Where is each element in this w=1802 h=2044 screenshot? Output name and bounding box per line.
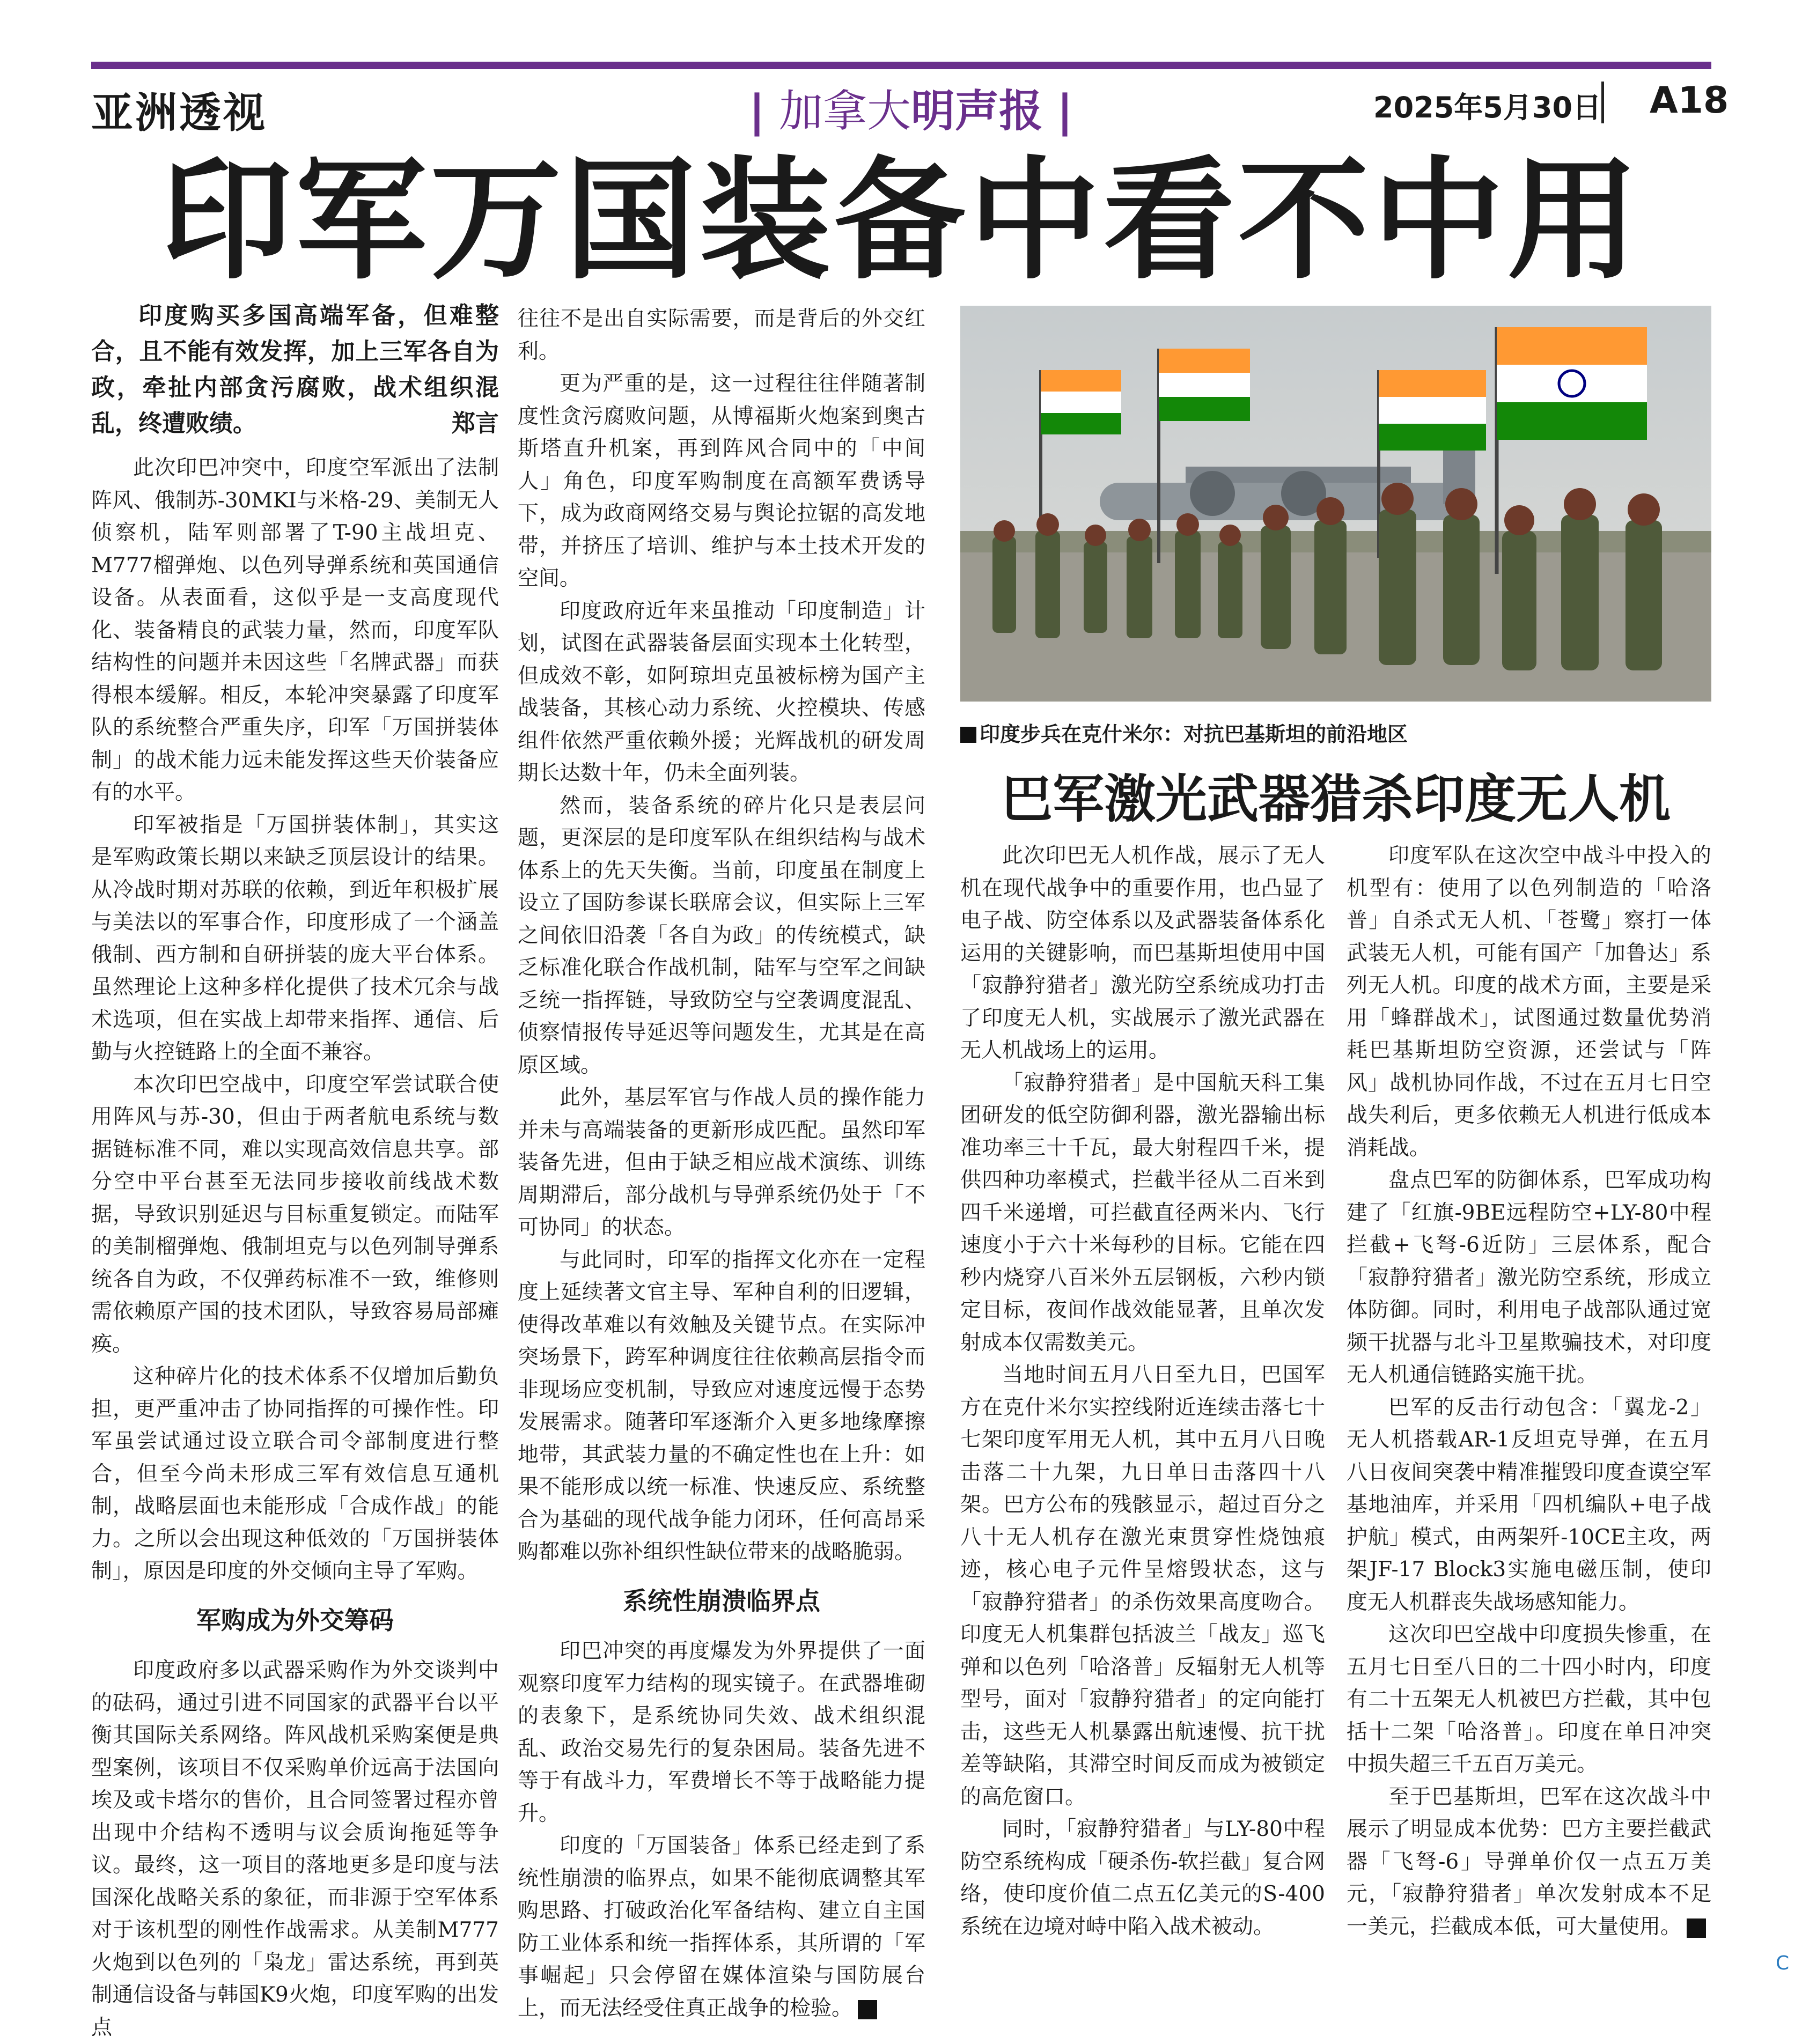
- photo-caption: [960, 718, 1408, 747]
- paragraph: 本次印巴空战中，印度空军尝试联合使用阵风与苏-30，但由于两者航电系统与数据链标准不同，难以实现高效信息共享。部分空中平台甚至无法同步接收前线战术数据，导致识别延迟与目标重复锁定。而陆军的美制榴弹炮、俄制坦克与以色列制导弹系统各自为政，不仅弹药标准不一致，维修则需依赖原产国的技术团队，导致容易局部瘫痪。: [91, 1072, 499, 1356]
- article-column-3: [960, 840, 1325, 1943]
- flag-saffron-stripe: [1041, 370, 1121, 392]
- caption-text: 印度步兵在克什米尔：对抗巴基斯坦的前沿地区: [980, 722, 1408, 746]
- paragraph: 与此同时，印军的指挥文化亦在一定程度上延续著文官主导、军种自利的旧逻辑，使得改革难以有效触及关键节点。在实际冲突场景下，跨军种调度往往依赖高层指令而非现场应变机制，导致应对速度远慢于态势发展需求。随著印军逐渐介入更多地缘摩擦地带，其武装力量的不确定性也在上升：如果不能形成以统一标准、快速反应、系统整合为基础的现代战争能力闭环，任何高昂采购都难以弥补组织性缺位带来的战略脆弱。: [518, 1248, 925, 1564]
- caption-marker: [960, 727, 976, 743]
- paragraph: 巴军的反击行动包含：「翼龙-2」无人机搭载AR-1反坦克导弹，在五月八日夜间突袭中精准摧毁印度查谟空军基地油库，并采用「四机编队+电子战护航」模式，由两架歼-10CE主攻，两架JF-17 Block3实施电磁压制，使印度无人机群丧失战场感知能力。: [1347, 1395, 1711, 1614]
- paragraph: 这次印巴空战中印度损失惨重，在五月七日至八日的二十四小时内，印度有二十五架无人机被巴方拦截，其中包括十二架「哈洛普」。印度在单日冲突中损失超三千五百万美元。: [1347, 1622, 1711, 1776]
- paragraph: 往往不是出自实际需要，而是背后的外交红利。: [518, 307, 925, 364]
- paragraph: 更为严重的是，这一过程往往伴随著制度性贪污腐败问题，从博福斯火炮案到奥古斯塔直升机案，再到阵风合同中的「中间人」角色，印度军购制度在高额军费诱导下，成为政商网络交易与舆论拉锯的高发地带，并挤压了培训、维护与本土技术开发的空间。: [518, 372, 925, 591]
- paragraph: 当地时间五月八日至九日，巴国军方在克什米尔实控线附近连续击落七十七架印度军用无人机，其中五月八日晚击落二十九架，九日单日击落四十八架。巴方公布的残骸显示，超过百分之八十无人机存在激光束贯穿性烧蚀痕迹，核心电子元件呈熔毁状态，这与「寂静狩猎者」的杀伤效果高度吻合。印度无人机集群包括波兰「战友」巡飞弹和以色列「哈洛普」反辐射无人机等型号，面对「寂静狩猎者」的定向能打击，这些无人机暴露出航速慢、抗干扰差等缺陷，其滞空时间反而成为被锁定的高危窗口。: [960, 1363, 1325, 1809]
- paragraph: 此次印巴无人机作战，展示了无人机在现代战争中的重要作用，也凸显了电子战、防空体系以及武器装备体系化运用的关键影响，而巴基斯坦使用中国「寂静狩猎者」激光防空系统成功打击了印度无人机，实战展示了激光武器在无人机战场上的运用。: [960, 844, 1325, 1062]
- main-headline: 印军万国装备中看不中用: [160, 144, 1642, 297]
- subheading: 系统性崩溃临界点: [623, 1586, 820, 1615]
- paragraph: 盘点巴军的防御体系，巴军成功构建了「红旗-9BE远程防空+LY-80中程拦截+飞弩-6近防」三层体系，配合「寂静狩猎者」激光防空系统，形成立体防御。同时，利用电子战部队通过宽频干扰器与北斗卫星欺骗技术，对印度无人机通信链路实施干扰。: [1347, 1168, 1711, 1387]
- paragraph: 此次印巴冲突中，印度空军派出了法制阵风、俄制苏-30MKI与米格-29、美制无人侦察机，陆军则部署了T-90主战坦克、M777榴弹炮、以色列导弹系统和英国通信设备。从表面看，这似乎是一支高度现代化、装备精良的武装力量，然而，印度军队结构性的问题并未因这些「名牌武器」而获得根本缓解。相反，本轮冲突暴露了印度军队的系统整合严重失序，印军「万国拼装体制」的战术能力远未能发挥这些天价装备应有的水平。: [91, 456, 499, 805]
- paragraph: 印度军队在这次空中战斗中投入的机型有：使用了以色列制造的「哈洛普」自杀式无人机、「苍鹭」察打一体武装无人机，可能有国产「加鲁达」系列无人机。印度的战术方面，主要是采用「蜂群战术」，试图通过数量优势消耗巴基斯坦防空资源，还尝试与「阵风」战机协同作战，不过在五月七日空战失利后，更多依赖无人机进行低成本消耗战。: [1347, 844, 1711, 1160]
- issue-date: 2025年5月30日: [1373, 91, 1602, 124]
- secondary-headline: 巴军激光武器猎杀印度无人机: [1001, 769, 1671, 829]
- flag-green-stripe: [1041, 413, 1121, 434]
- paragraph: [1347, 1781, 1711, 1944]
- paragraph: 然而，装备系统的碎片化只是表层问题，更深层的是印度军队在组织结构与战术体系上的先天失衡。当前，印度虽在制度上设立了国防参谋长联席会议，但实际上三军之间依旧沿袭「各自为政」的传统模式，缺乏标准化联合作战机制，陆军与空军之间缺乏统一指挥链，导致防空与空袭调度混乱、侦察情报传导延迟等问题发生，尤其是在高原区域。: [518, 793, 925, 1078]
- paragraph: 印度政府多以武器采购作为外交谈判中的砝码，通过引进不同国家的武器平台以平衡其国际关系网络。阵风战机采购案便是典型案例，该项目不仅采购单价远高于法国向埃及或卡塔尔的售价，且合同签署过程亦曾出现中介结构不透明与议会质询拖延等争议。最终，这一项目的落地更多是印度与法国深化战略关系的象征，而非源于空军体系对于该机型的刚性作战需求。从美制M777火炮到以色列的「枭龙」雷达系统，再到英制通信设备与韩国K9火炮，印度军购的出发点: [91, 1658, 499, 2040]
- article-column-1: [91, 298, 499, 2044]
- lead-text: 印度购买多国高端军备，但难整合，且不能有效发挥，加上三军各自为政，牵扯内部贪污腐败，战术组织混乱，终遭败绩。: [91, 302, 499, 437]
- paragraph: 印军被指是「万国拼装体制」，其实这是军购政策长期以来缺乏顶层设计的结果。从冷战时期对苏联的依赖，到近年积极扩展与美法以的军事合作，印度形成了一个涵盖俄制、西方制和自研拼装的庞大平台体系。虽然理论上这种多样化提供了技术冗余与战术选项，但在实战上却带来指挥、通信、后勤与火控链路上的全面不兼容。: [91, 813, 499, 1064]
- paragraph: 印巴冲突的再度爆发为外界提供了一面观察印度军力结构的现实镜子。在武器堆砌的表象下，是系统协同失效、战术组织混乱、政治交易先行的复杂困局。装备先进不等于有战斗力，军费增长不等于战略能力提升。: [518, 1639, 925, 1826]
- end-mark: [858, 2000, 877, 2019]
- paragraph: 此外，基层军官与作战人员的操作能力并未与高端装备的更新形成匹配。虽然印军装备先进，但由于缺乏相应战术演练、训练周期滞后，部分战机与导弹系统仍处于「不可协同」的状态。: [518, 1086, 925, 1239]
- closing-text: 至于巴基斯坦，巴军在这次战斗中展示了明显成本优势：巴方主要拦截武器「飞弩-6」导弹单价仅一点五万美元，「寂静狩猎者」单次发射成本不足一美元，拦截成本低，可大量使用。: [1347, 1784, 1711, 1939]
- masthead-paper: 明声报: [910, 86, 1043, 137]
- end-mark: [1687, 1918, 1706, 1938]
- article-column-4: [1347, 840, 1711, 1943]
- masthead-country: 加拿大: [778, 86, 911, 137]
- subheading: 军购成为外交筹码: [196, 1605, 394, 1635]
- masthead-bar-left: |: [749, 86, 765, 137]
- paragraph: 这种碎片化的技术体系不仅增加后勤负担，更严重冲击了协同指挥的可操作性。印军虽尝试通过设立联合司令部制度进行整合，但至今尚未形成三军有效信息互通机制，战略层面也未能形成「合成作战」的能力。之所以会出现这种低效的「万国拼装体制」，原因是印度的外交倾向主导了军购。: [91, 1364, 499, 1583]
- masthead-bar-right: |: [1056, 86, 1073, 137]
- paragraph: 同时，「寂静狩猎者」与LY-80中程防空系统构成「硬杀伤-软拦截」复合网络，使印度价值二点五亿美元的S-400系统在边境对峙中陷入战术被动。: [960, 1817, 1325, 1939]
- page-number: A18: [1650, 79, 1729, 122]
- parade-illustration: [960, 306, 1711, 702]
- masthead: [735, 76, 1087, 139]
- lead-paragraph: [91, 298, 499, 441]
- paragraph: [518, 1830, 925, 2025]
- paragraph: 「寂静狩猎者」是中国航天科工集团研发的低空防御利器，激光器输出标准功率三十千瓦，最大射程四千米，提供四种功率模式，拦截半径从二百米到四千米递增，可拦截直径两米内、飞行速度小于六十米每秒的目标。它能在四秒内烧穿八百米外五层钢板，六秒内锁定目标，夜间作战效能显著，且单次发射成本仅需数美元。: [960, 1071, 1325, 1355]
- header-divider: [1601, 82, 1604, 123]
- article-column-2: [518, 303, 925, 2025]
- top-rule: [91, 62, 1711, 69]
- corner-mark: C: [1776, 1952, 1790, 1974]
- byline: 郑言: [452, 410, 499, 437]
- paragraph: 印度政府近年来虽推动「印度制造」计划，试图在武器装备层面实现本土化转型，但成效不彰，如阿琼坦克虽被标榜为国产主战装备，其核心动力系统、火控模块、传感组件依然严重依赖外援；光辉战机的研发周期长达数十年，仍未全面列装。: [518, 599, 925, 785]
- section-label: 亚洲透视: [91, 89, 268, 137]
- news-photo: [960, 306, 1711, 702]
- flag-white-stripe: [1041, 392, 1121, 413]
- closing-text: 印度的「万国装备」体系已经走到了系统性崩溃的临界点，如果不能彻底调整其军购思路、打破政治化军备结构、建立自主国防工业体系和统一指挥体系，其所谓的「军事崛起」只会停留在媒体渲染与国防展台上，而无法经受住真正战争的检验。: [518, 1834, 925, 2020]
